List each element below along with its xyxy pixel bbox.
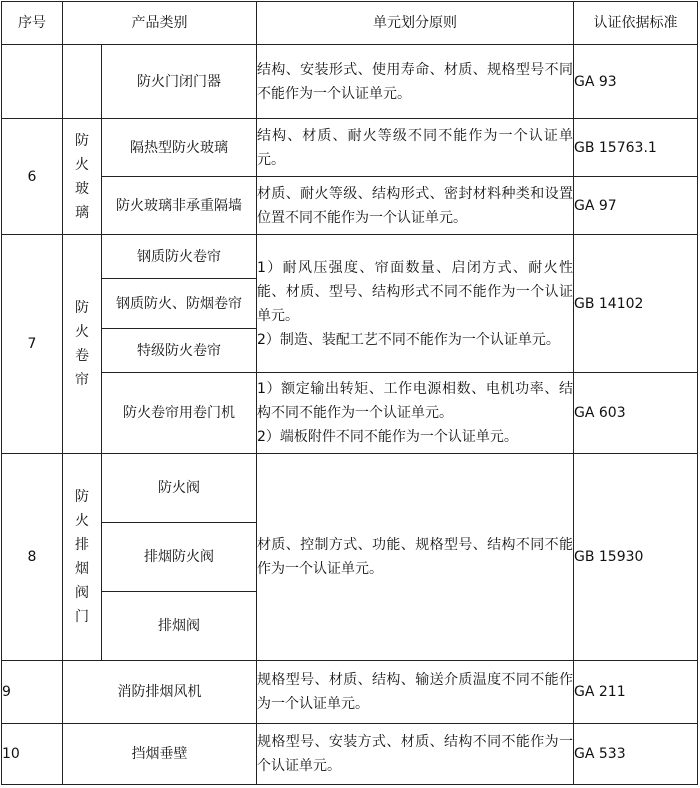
principle-line: 2）制造、装配工艺不同不能作为一个认证单元。 — [257, 331, 560, 348]
group-cell — [63, 235, 102, 454]
header-category: 产品类别 — [63, 2, 257, 45]
product-cell: 防火玻璃非承重隔墙 — [102, 177, 257, 235]
product-cell: 钢质防火、防烟卷帘 — [102, 279, 257, 329]
seq-cell: 7 — [2, 235, 63, 454]
standard-cell: GA 93 — [574, 45, 698, 119]
principle-cell: 材质、控制方式、功能、规格型号、结构不同不能作为一个认证单元。 — [257, 454, 574, 661]
table-row-glass-1 — [2, 119, 698, 177]
seq-cell: 9 — [2, 661, 63, 724]
principle-cell: 结构、材质、耐火等级不同不能作为一个认证单元。 — [257, 119, 574, 177]
principle-cell: 规格型号、安装方式、材质、结构不同不能作为一个认证单元。 — [257, 724, 574, 785]
table-row-shutter-4 — [2, 373, 698, 454]
product-cell: 排烟防火阀 — [102, 523, 257, 592]
header-row — [2, 2, 698, 45]
certification-unit-table — [1, 1, 698, 785]
principle-cell: 结构、安装形式、使用寿命、材质、规格型号不同不能作为一个认证单元。 — [257, 45, 574, 119]
group-label: 防火玻璃 — [75, 132, 89, 221]
group-label: 防火卷帘 — [75, 300, 89, 388]
standard-cell: GA 603 — [574, 373, 698, 454]
group-cell — [63, 119, 102, 235]
product-cell: 防火阀 — [102, 454, 257, 523]
product-cell: 挡烟垂壁 — [63, 724, 257, 785]
table-row-curtain — [2, 724, 698, 785]
seq-cell: 8 — [2, 454, 63, 661]
principle-cell — [257, 235, 574, 373]
table-row-valve-1 — [2, 454, 698, 523]
group-label: 防火排烟阀门 — [75, 489, 89, 625]
table-row-shutter-1 — [2, 235, 698, 279]
standard-cell: GA 211 — [574, 661, 698, 724]
product-cell: 防火门闭门器 — [102, 45, 257, 119]
product-cell: 特级防火卷帘 — [102, 329, 257, 373]
product-cell: 钢质防火卷帘 — [102, 235, 257, 279]
principle-line: 2）端板附件不同不能作为一个认证单元。 — [257, 429, 518, 445]
principle-line: 1）额定输出转矩、工作电源相数、电机功率、结构不同不能作为一个认证单元。 — [257, 381, 573, 421]
product-cell: 排烟阀 — [102, 592, 257, 661]
product-cell: 消防排烟风机 — [63, 661, 257, 724]
standard-cell: GB 15763.1 — [574, 119, 698, 177]
product-cell: 防火卷帘用卷门机 — [102, 373, 257, 454]
header-standard: 认证依据标准 — [574, 2, 698, 45]
seq-cell: 10 — [2, 724, 63, 785]
group-cell-empty — [63, 45, 102, 119]
principle-line: 1）耐风压强度、帘面数量、启闭方式、耐火性能、材质、型号、结构形式不同不能作为一个认证单元。 — [257, 259, 573, 324]
standard-cell: GA 533 — [574, 724, 698, 785]
seq-cell-empty — [2, 45, 63, 119]
principle-cell: 规格型号、材质、结构、输送介质温度不同不能作为一个认证单元。 — [257, 661, 574, 724]
standard-cell: GB 15930 — [574, 454, 698, 661]
standard-cell: GB 14102 — [574, 235, 698, 373]
table-row-glass-2 — [2, 177, 698, 235]
table-row-fan — [2, 661, 698, 724]
seq-cell: 6 — [2, 119, 63, 235]
header-principle: 单元划分原则 — [257, 2, 574, 45]
standard-cell: GA 97 — [574, 177, 698, 235]
principle-cell — [257, 373, 574, 454]
table-row-door-closer — [2, 45, 698, 119]
header-seq: 序号 — [2, 2, 63, 45]
product-cell: 隔热型防火玻璃 — [102, 119, 257, 177]
principle-cell: 材质、耐火等级、结构形式、密封材料种类和设置位置不同不能作为一个认证单元。 — [257, 177, 574, 235]
group-cell — [63, 454, 102, 661]
